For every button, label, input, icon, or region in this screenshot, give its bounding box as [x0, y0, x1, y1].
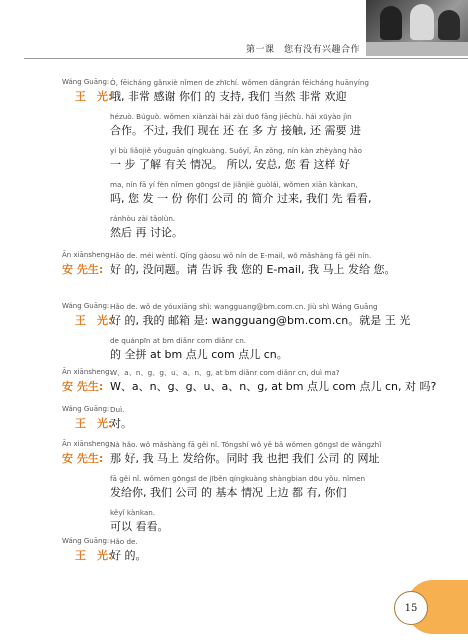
- speaker-name: 王 光:: [75, 549, 113, 562]
- chinese-line: 对。: [110, 417, 132, 430]
- pinyin-line: Nà hǎo. wǒ mǎshàng fā gěi nǐ. Tóngshí wǒ yě bǎ wǒmen gōngsī de wǎngzhǐ: [110, 440, 382, 449]
- pinyin-line: ma, nín fā yí fèn nǐmen gōngsī de jiǎnjiè guòlái, wǒmen xiān kànkan,: [110, 180, 358, 189]
- pinyin-line: hézuò. Búguò. wǒmen xiànzài hái zài duō fāng jiēchù. hái xūyào jìn: [110, 112, 352, 121]
- chinese-line: 好 的, 我的 邮箱 是: wangguang@bm.com.cn。就是 王 光: [110, 314, 411, 327]
- speaker-name: 安 先生:: [62, 452, 104, 465]
- chinese-line: 的 全拼 at bm 点儿 com 点儿 cn。: [110, 348, 288, 361]
- header-divider: [24, 58, 468, 59]
- pinyin-line: Duì.: [110, 405, 125, 414]
- chinese-line: 合作。不过, 我们 现在 还 在 多 方 接触, 还 需要 进: [110, 124, 361, 137]
- chinese-line: W、a、n、g、g、u、a、n、g, at bm 点儿 com 点儿 cn, 对 吗?: [110, 380, 437, 393]
- chinese-line: 那 好, 我 马上 发给你。同时 我 也把 我们 公司 的 网址: [110, 452, 380, 465]
- person-silhouette: [438, 10, 460, 40]
- speaker-pinyin: Wáng Guāng:: [62, 537, 110, 545]
- speaker-pinyin: Wáng Guāng:: [62, 302, 110, 310]
- pinyin-line: W、a、n、g、g、u、a、n、g, at bm diǎnr com diǎnr cn, duì ma?: [110, 368, 340, 377]
- chinese-line: 好 的。: [110, 549, 147, 562]
- pinyin-line: Hǎo de. wǒ de yóuxiāng shì: wangguang@bm.com.cn. Jiù shì Wáng Guāng: [110, 302, 378, 311]
- chinese-line: 一 步 了解 有关 情况。 所以, 安总, 您 看 这样 好: [110, 158, 350, 171]
- chinese-line: 哦, 非常 感谢 你们 的 支持, 我们 当然 非常 欢迎: [110, 90, 347, 103]
- speaker-pinyin: Ān xiānsheng:: [62, 368, 112, 376]
- pinyin-line: Hǎo de.: [110, 537, 138, 546]
- pinyin-line: Ò, fēicháng gǎnxiè nǐmen de zhīchí. wǒmen dāngrán fēicháng huānyíng: [110, 78, 369, 87]
- person-silhouette: [380, 6, 402, 40]
- pinyin-line: de quánpīn at bm diǎnr com diǎnr cn.: [110, 336, 247, 345]
- speaker-pinyin: Ān xiānsheng:: [62, 440, 112, 448]
- pinyin-line: fā gěi nǐ. wǒmen gōngsī de jīběn qíngkuàng shàngbian dōu yǒu. nǐmen: [110, 474, 366, 483]
- speaker-pinyin: Wáng Guāng:: [62, 405, 110, 413]
- speaker-name: 王 光:: [75, 417, 113, 430]
- lesson-title: 第一课 您有没有兴趣合作: [245, 45, 360, 55]
- header-photo: [366, 0, 468, 56]
- chinese-line: 好 的, 没问题。请 告诉 我 您的 E-mail, 我 马上 发给 您。: [110, 263, 396, 276]
- speaker-name: 王 光:: [75, 314, 113, 327]
- speaker-name: 安 先生:: [62, 263, 104, 276]
- chinese-line: 吗, 您 发 一 份 你们 公司 的 简介 过来, 我们 先 看看,: [110, 192, 372, 205]
- chinese-line: 可以 看看。: [110, 520, 169, 533]
- pinyin-line: yí bù liǎojiě yǒuguān qíngkuàng. Suǒyǐ, Ān zǒng, nín kàn zhèyàng hǎo: [110, 146, 363, 155]
- speaker-pinyin: Wáng Guāng:: [62, 78, 110, 86]
- speaker-name: 安 先生:: [62, 380, 104, 393]
- person-silhouette: [410, 4, 434, 40]
- speaker-pinyin: Ān xiānsheng:: [62, 251, 112, 259]
- pinyin-line: Hǎo de. méi wèntí. Qǐng gàosu wǒ nín de E-mail, wǒ mǎshàng fā gěi nín.: [110, 251, 372, 260]
- chinese-line: 然后 再 讨论。: [110, 226, 183, 239]
- chinese-line: 发给你, 我们 公司 的 基本 情况 上边 都 有, 你们: [110, 486, 347, 499]
- page-number: 15: [394, 591, 428, 625]
- desk-shape: [366, 42, 468, 56]
- speaker-name: 王 光:: [75, 90, 113, 103]
- pinyin-line: kěyǐ kànkan.: [110, 508, 156, 517]
- pinyin-line: ránhòu zài tǎolùn.: [110, 214, 176, 223]
